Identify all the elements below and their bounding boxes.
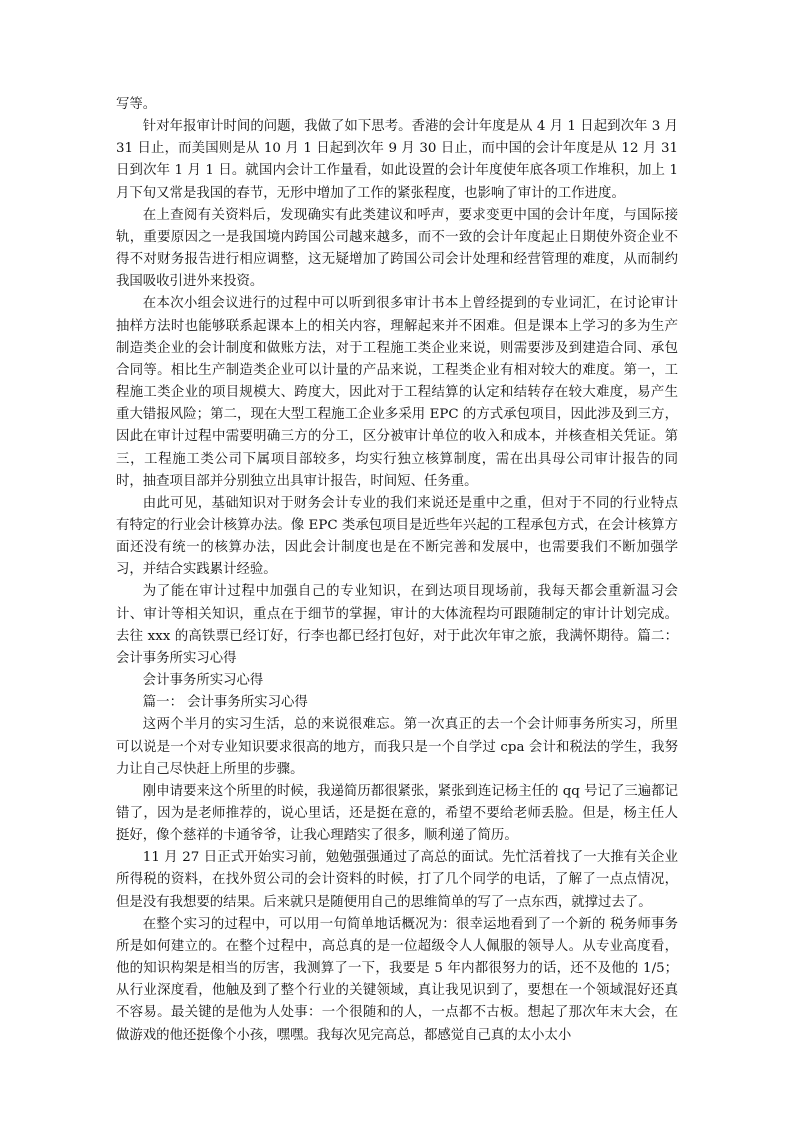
section-title: 会计事务所实习心得	[142, 673, 264, 689]
paragraph-application: 刚申请要来这个所里的时候，我递简历都很紧张，紧张到连记杨主任的 qq 号记了三遍都记错了，因为是老师推荐的，说心里话，还是挺在意的，希望不要给老师丢脸。但是，杨主任人挺好，像个慈祥的卡通爷爷，让我心理踏实了很多，顺利递了简历。	[116, 783, 678, 844]
paragraph-intro-fragment: 写等。	[116, 97, 157, 112]
paragraph-international-alignment: 在上查阅有关资料后，发现确实有此类建议和呼声，要求变更中国的会计年度，与国际接轨，重要原因之一是我国境内跨国公司越来越多，而不一致的会计年度起止日期使外资企业不得不对财务报告进行相应调整，这无疑增加了跨国公司会计处理和经营管理的难度，从而制约我国吸收引进外来投资。	[116, 207, 678, 290]
section-subtitle: 篇一： 会计事务所实习心得	[142, 695, 308, 711]
paragraph-conclusion: 由此可见，基础知识对于财务会计专业的我们来说还是重中之重，但对于不同的行业特点有特定的行业会计核算办法。像 EPC 类承包项目是近些年兴起的工程承包方式，在会计核算方面还没有统一的核算办法，因此会计制度也是在不断完善和发展中，也需要我们不断加强学习，并结合实践累计经验。	[116, 495, 678, 578]
paragraph-experience: 在整个实习的过程中，可以用一句简单地话概况为：很幸运地看到了一个新的 税务师事务所是如何建立的。在整个过程中，高总真的是一位超级令人人佩服的领导人。从专业高度看，他的知识构架是相当的厉害，我测算了一下，我要是 5 年内都很努力的话，还不及他的 1/5；从行业深度看，他触及到了整个行业的关键领域，真让我见识到了，要想在一个领域混好还真不容易。最关键的是他为人处事：一个很随和的人，一点都不古板。想起了那次年末大会，在做游戏的他还挺像个小孩，嘿嘿。我每次见完高总，都感觉自己真的太小太小	[116, 916, 678, 1043]
paragraph-group-meeting: 在本次小组会议进行的过程中可以听到很多审计书本上曾经提到的专业词汇，在讨论审计抽样方法时也能够联系起课本上的相关内容，理解起来并不困难。但是课本上学习的多为生产制造类企业的会计制度和做账方法，对于工程施工类企业来说，则需要涉及到建造合同、承包合同等。相比生产制造类企业可以计量的产品来说，工程类企业有相对较大的难度。第一，工程施工类企业的项目规模大、跨度大，因此对于工程结算的认定和结转存在较大难度，易产生重大错报风险；第二，现在大型工程施工企业多采用 EPC 的方式承包项目，因此涉及到三方，因此在审计过程中需要明确三方的分工，区分被审计单位的收入和成本，并核查相关凭证。第三，工程施工类公司下属项目部较多，均实行独立核算制度，需在出具母公司审计报告的同时，抽查项目部并分别独立出具审计报告，时间短、任务重。	[116, 296, 678, 489]
paragraph-start-date: 11 月 27 日正式开始实习前，勉勉强强通过了高总的面试。先忙活着找了一大推有关企业所得税的资料，在找外贸公司的会计资料的时候，打了几个同学的电话，了解了一点点情况，但是没有我想要的结果。后来就只是随便用自己的思维简单的写了一点东西，就撑过去了。	[116, 850, 678, 910]
document-page	[116, 94, 678, 1047]
paragraph-internship-summary: 这两个半月的实习生活，总的来说很难忘。第一次真正的去一个会计师事务所实习，所里可以说是一个对专业知识要求很高的地方，而我只是一个自学过 cpa 会计和税法的学生，我努力让自己尽快赶上所里的步骤。	[116, 717, 678, 777]
paragraph-preparation: 为了能在审计过程中加强自己的专业知识，在到达项目现场前，我每天都会重新温习会计、审计等相关知识，重点在于细节的掌握，审计的大体流程均可跟随制定的审计计划完成。去往 xxx 的高铁票已经订好，行李也都已经打包好，对于此次年审之旅，我满怀期待。篇二：会计事务所实习心得	[116, 584, 678, 666]
paragraph-fiscal-year: 针对年报审计时间的问题，我做了如下思考。香港的会计年度是从 4 月 1 日起到次年 3 月 31 日止，而美国则是从 10 月 1 日起到次年 9 月 30 日止，而中国的会计年度是从 12 月 31 日到次年 1 月 1 日。就国内会计工作量看，如此设置的会计年度使年底各项工作堆积，加上 1 月下旬又常是我国的春节，无形中增加了工作的紧张程度，也影响了审计的工作进度。	[116, 119, 678, 201]
